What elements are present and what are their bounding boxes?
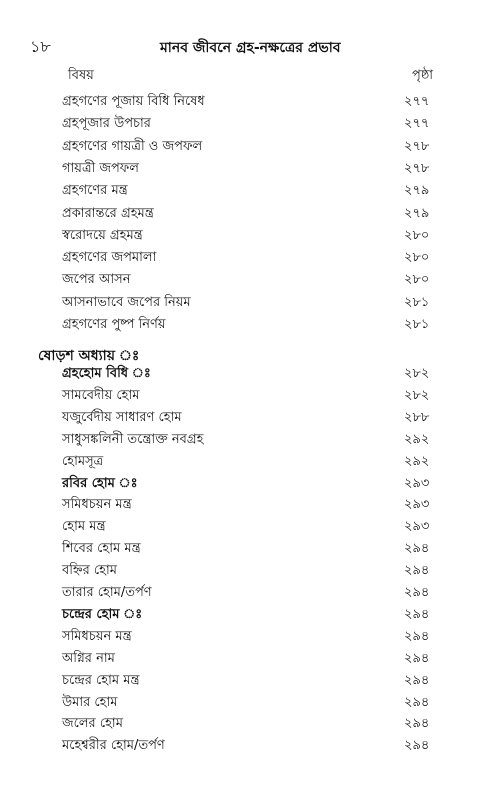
toc-entry-title: সমিধচয়ন মন্ত্র [62, 497, 132, 513]
toc-entry [0, 736, 493, 758]
toc-entry [0, 452, 493, 474]
toc-entry [0, 92, 493, 114]
toc-entry-title: জপের আসন [62, 272, 131, 288]
toc-entry-title: প্রকারান্তরে গ্রহমন্ত্র [62, 205, 154, 221]
toc-entry [0, 671, 493, 693]
page-number: ১৮ [30, 37, 51, 56]
page-column-header: পৃষ্ঠা [412, 68, 434, 83]
toc-entry-page: ২৯৪ [404, 563, 430, 579]
toc-entry-page: ২৭৮ [404, 160, 430, 176]
toc-entry-title: তারার হোম/তর্পণ [62, 585, 152, 600]
toc-entry-title: অগ্নির নাম [62, 650, 115, 666]
toc-entry-title: গ্রহগণের মন্ত্র [62, 183, 128, 199]
section-heading: ষোড়শ অধ্যায় ঃ [38, 348, 140, 364]
toc-entry-page: ২৮২ [404, 366, 430, 381]
toc-entry-title: সাধুসঙ্কলিনী তন্ত্রোক্ত নবগ্রহ [62, 431, 204, 447]
toc-entry [0, 714, 493, 736]
toc-entry-title: উমার হোম [62, 694, 118, 710]
toc-entry [0, 315, 493, 337]
toc-entry [0, 364, 493, 386]
toc-entry-page: ২৮১ [404, 294, 430, 310]
toc-entry-page: ২৯৪ [404, 628, 430, 644]
toc-entry-page: ২৯৩ [404, 497, 430, 513]
toc-entry [0, 583, 493, 605]
toc-entry-title: গ্রহহোম বিধি ঃ [62, 366, 151, 381]
toc-entry-page: ২৯৪ [404, 585, 430, 600]
toc-entry-page: ২৯৪ [404, 694, 430, 710]
toc-entry-title: গায়ত্রী জপফল [62, 160, 139, 176]
toc-entry [0, 270, 493, 292]
toc-entry [0, 517, 493, 539]
toc-entry-title: যজুর্বেদীয় সাধারণ হোম [62, 409, 182, 425]
toc-entry [0, 293, 493, 315]
toc-entry-page: ২৯৪ [404, 738, 430, 754]
toc-entry-page: ২৭৭ [404, 94, 430, 109]
subject-column-header: বিষয় [68, 68, 94, 83]
toc-entry [0, 605, 493, 627]
toc-entry [0, 386, 493, 408]
toc-entry [0, 430, 493, 452]
toc-entry [0, 204, 493, 226]
toc-entry [0, 159, 493, 181]
toc-entry-title: চন্দ্রের হোম মন্ত্র [62, 672, 140, 688]
toc-entry-title: সমিধচয়ন মন্ত্র [62, 628, 132, 644]
toc-entry-page: ২৭৮ [404, 138, 430, 154]
toc-entry [0, 561, 493, 583]
toc-entry [0, 226, 493, 248]
toc-entry [0, 248, 493, 270]
toc-entry-page: ২৮০ [404, 227, 430, 243]
toc-entry-title: গ্রহগণের পূজায় বিধি নিষেধ [62, 94, 205, 109]
toc-entry-title: মহেশ্বরীর হোম/তর্পণ [62, 738, 165, 754]
toc-entry-page: ২৯৪ [404, 541, 430, 557]
toc-entry-page: ২৯৪ [404, 716, 430, 732]
toc-entry [0, 137, 493, 159]
toc-entry-title: হোমসূত্র [62, 453, 104, 469]
toc-entry [0, 495, 493, 517]
toc-entry-page: ২৭৭ [404, 116, 430, 132]
toc-entry-title: রবির হোম ঃ [62, 475, 138, 491]
toc-entry-title: বহ্নির হোম [62, 563, 117, 579]
toc-entry-title: শিবের হোম মন্ত্র [62, 541, 141, 557]
toc-entry-page: ২৯৪ [404, 650, 430, 666]
toc-entry [0, 693, 493, 715]
toc-entry-title: আসনাভাবে জপের নিয়ম [62, 294, 191, 310]
toc-entry-page: ২৯৩ [404, 519, 430, 535]
toc-entry-page: ২৯৪ [404, 672, 430, 688]
toc-entry [0, 181, 493, 203]
toc-entry-page: ২৮০ [404, 272, 430, 288]
toc-entry-page: ২৮৮ [404, 409, 430, 425]
toc-entry-title: স্বরোদয়ে গ্রহমন্ত্র [62, 227, 143, 243]
toc-entry-page: ২৭৯ [404, 205, 430, 221]
toc-entry-title: গ্রহপূজার উপচার [62, 116, 151, 132]
toc-entry [0, 539, 493, 561]
toc-entry-page: ২৯৩ [404, 475, 430, 491]
toc-entry-title: গ্রহগণের জপমালা [62, 250, 157, 266]
toc-entry [0, 408, 493, 430]
toc-entry-title: চন্দ্রের হোম ঃ [62, 606, 143, 622]
toc-entry-title: সামবেদীয় হোম [62, 387, 140, 403]
toc-entry-page: ২৭৯ [404, 183, 430, 199]
toc-entry [0, 114, 493, 136]
toc-entry-page: ২৯২ [404, 453, 430, 469]
toc-entry [0, 649, 493, 671]
toc-entry-page: ২৯২ [404, 431, 430, 447]
toc-entry-page: ২৮১ [404, 317, 430, 332]
toc-entry-title: হোম মন্ত্র [62, 519, 106, 535]
running-title: মানব জীবনে গ্রহ-নক্ষত্রের প্রভাব [160, 40, 341, 56]
toc-entry-title: গ্রহগণের পুষ্প নির্ণয় [62, 317, 166, 332]
toc-entry [0, 474, 493, 496]
toc-entry-page: ২৮০ [404, 250, 430, 266]
toc-entry-title: গ্রহগণের গায়ত্রী ও জপফল [62, 138, 203, 154]
toc-entry-page: ২৮২ [404, 387, 430, 403]
toc-entry-title: জলের হোম [62, 716, 123, 732]
toc-entry [0, 627, 493, 649]
toc-entry-page: ২৯৪ [404, 606, 430, 622]
